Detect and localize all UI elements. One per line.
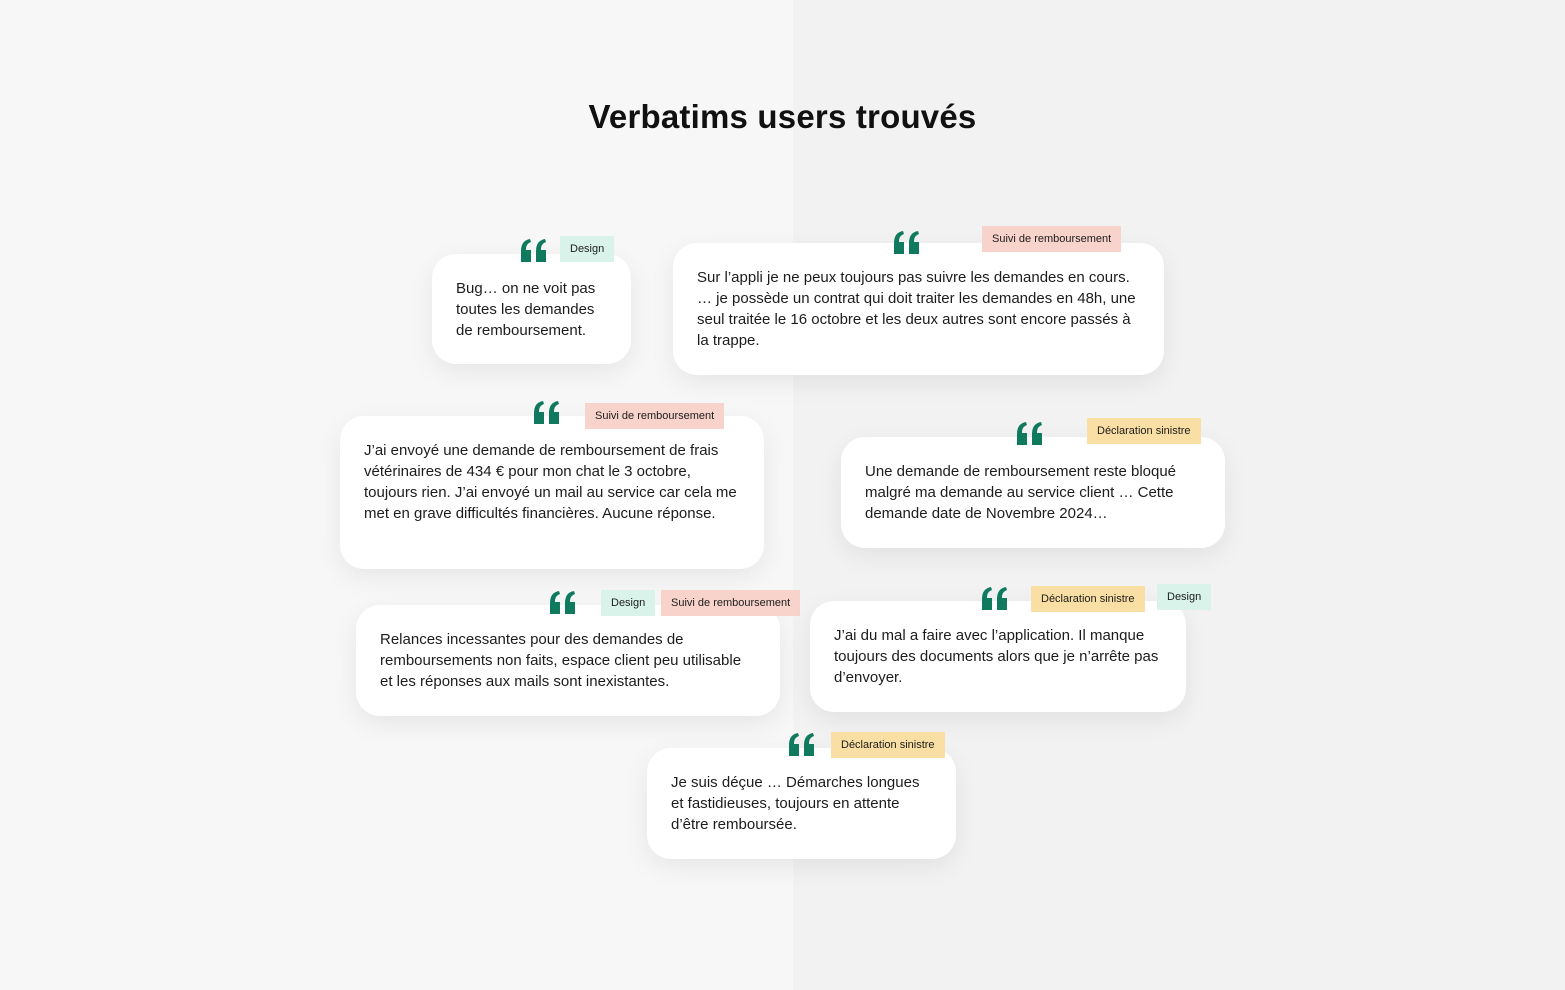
verbatim-text: Une demande de remboursement reste bloqué malgré ma demande au service client … Cette demande date de Novembre 2024… (865, 463, 1177, 522)
tag-suivi-de-remboursement: Suivi de remboursement (982, 226, 1121, 252)
verbatim-text: Sur l’appli je ne peux toujours pas suivre les demandes en cours. … je possède un contrat qui doit traiter les demandes en 48h, une seul traitée le 16 octobre et les deux autres sont encore passés à la trappe. (697, 269, 1136, 349)
verbatim-card (432, 254, 631, 364)
quote-icon (980, 586, 1010, 612)
tag-suivi-de-remboursement: Suivi de remboursement (585, 403, 724, 429)
tag-design: Design (601, 590, 655, 616)
verbatim-text: J’ai du mal a faire avec l’application. Il manque toujours des documents alors que je n’arrête pas d’envoyer. (834, 627, 1159, 686)
tag-design: Design (1157, 584, 1211, 610)
verbatim-card (356, 605, 780, 716)
page-title: Verbatims users trouvés (588, 98, 977, 135)
verbatim-card (810, 601, 1186, 712)
quote-icon (532, 400, 562, 426)
quote-icon (892, 230, 922, 256)
verbatim-card (340, 416, 764, 569)
tag-declaration-sinistre: Déclaration sinistre (831, 732, 945, 758)
tag-declaration-sinistre: Déclaration sinistre (1031, 586, 1145, 612)
quote-icon (1015, 421, 1045, 447)
tag-design: Design (560, 236, 614, 262)
tag-declaration-sinistre: Déclaration sinistre (1087, 418, 1201, 444)
verbatim-card (647, 748, 956, 859)
verbatim-card (841, 437, 1225, 548)
tag-suivi-de-remboursement: Suivi de remboursement (661, 590, 800, 616)
verbatim-card (673, 243, 1164, 375)
verbatim-text: Relances incessantes pour des demandes de remboursements non faits, espace client peu utilisable et les réponses aux mails sont inexistantes. (380, 631, 742, 690)
quote-icon (519, 238, 549, 264)
verbatim-text: J’ai envoyé une demande de remboursement de frais vétérinaires de 434 € pour mon chat le 3 octobre, toujours rien. J’ai envoyé un mail au service car cela me met en grave difficultés financières. Aucune réponse. (364, 442, 737, 522)
verbatim-text: Bug… on ne voit pas toutes les demandes de remboursement. (456, 280, 596, 339)
quote-icon (787, 732, 817, 758)
quote-icon (548, 590, 578, 616)
verbatim-text: Je suis déçue … Démarches longues et fastidieuses, toujours en attente d’être remboursée. (671, 774, 920, 833)
